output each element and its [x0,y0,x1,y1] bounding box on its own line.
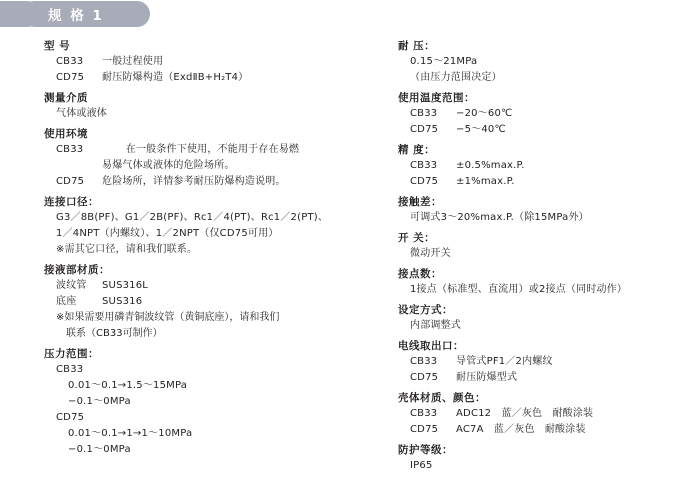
spec-line: −0.1～0MPa [68,396,131,407]
spec-line: CD75 [56,412,85,423]
spec-row-value: 耐压防爆型式 [456,372,518,383]
spec-row [56,278,374,294]
spec-row-key: CD75 [410,424,439,435]
spec-label: 接触差： [398,196,442,208]
spec-block-environment [44,126,374,190]
spec-row-value: ADC12 蓝／灰色 耐酸涂装 [456,408,594,419]
spec-row-value: ±1%max.P. [456,176,515,187]
spec-label: 开 关： [398,232,436,244]
spec-line: −0.1～0MPa [68,444,131,455]
spec-body [398,458,688,474]
spec-body [44,142,374,190]
spec-row-key: CB33 [410,160,438,171]
spec-note: 联系（CB33可制作） [56,328,163,339]
spec-label: 接点数： [398,268,442,280]
spec-row [56,174,374,190]
spec-body [398,246,688,262]
spec-row [410,174,688,190]
spec-line: 1接点（标准型、直流用）或2接点（同时动作） [410,284,628,295]
spec-body [44,278,374,342]
spec-label: 压力范围： [44,348,99,360]
spec-row [410,406,688,422]
spec-line: 0.15～21MPa [410,56,478,67]
spec-block-cable-outlet [398,338,688,386]
spec-body [398,354,688,386]
spec-row [410,106,688,122]
spec-body [44,54,374,86]
spec-body [398,406,688,438]
spec-line: IP65 [410,460,433,471]
spec-row-key: CB33 [56,56,84,67]
spec-body [398,158,688,190]
spec-label: 型 号 [44,40,71,52]
spec-block-setting-method [398,302,688,334]
spec-label: 电线取出口： [398,340,464,352]
spec-line: CB33 [56,364,84,375]
spec-label: 接液部材质： [44,264,110,276]
spec-column-left [44,38,374,462]
spec-label: 耐 压： [398,40,436,52]
spec-row-value: 导管式PF1／2内螺纹 [456,356,553,367]
spec-row-key: 波纹管 [56,280,87,291]
spec-body [398,106,688,138]
spec-block-switch [398,230,688,262]
spec-row-value: −5～40℃ [456,124,506,135]
spec-block-proof-pressure [398,38,688,86]
spec-row [410,354,688,370]
spec-body [398,210,688,226]
spec-body [44,210,374,258]
spec-block-connection-size [44,194,374,258]
spec-row-key: CD75 [410,176,439,187]
spec-row-value: SUS316 [102,296,143,307]
spec-block-pressure-range [44,346,374,458]
spec-label: 壳体材质、颜色： [398,392,486,404]
spec-row [410,422,688,438]
spec-row-value: AC7A 蓝／灰色 耐酸涂装 [456,424,586,435]
spec-row-value: ±0.5%max.P. [456,160,525,171]
spec-line: 可调式3～20%max.P.（除15MPa外） [410,212,589,223]
spec-line: 1／4NPT（内螺纹）、1／2NPT（仅CD75可用） [56,228,279,239]
spec-row-key: 底座 [56,296,77,307]
spec-row [56,54,374,70]
spec-body [398,54,688,86]
spec-row [56,142,374,158]
spec-block-measured-medium [44,90,374,122]
spec-block-protection-class [398,442,688,474]
spec-line: 气体或液体 [56,108,107,119]
spec-line: 内部调整式 [410,320,461,331]
spec-row-key: CD75 [56,72,85,83]
spec-label: 连接口径： [44,196,99,208]
spec-line: 微动开关 [410,248,451,259]
spec-row [410,158,688,174]
spec-row [56,294,374,310]
spec-row [410,122,688,138]
spec-column-right [398,38,688,478]
spec-label: 使用环境 [44,128,88,140]
spec-row-key: CD75 [410,372,439,383]
spec-row-key: CB33 [410,356,438,367]
spec-row-key: CB33 [410,108,438,119]
page-title: 规 格 1 [48,8,104,24]
spec-line: G3／8B(PF)、G1／2B(PF)、Rc1／4(PT)、Rc1／2(PT)、 [56,212,329,223]
spec-line: （由压力范围决定） [410,72,502,83]
spec-block-model [44,38,374,86]
page-header [0,0,700,30]
spec-row [410,370,688,386]
spec-label: 测量介质 [44,92,88,104]
spec-label: 防护等级： [398,444,453,456]
spec-note: ※如果需要用磷青铜波纹管（黄铜底座），请和我们 [56,312,280,323]
spec-row-key: CD75 [410,124,439,135]
spec-note: ※需其它口径，请和我们联系。 [56,244,198,255]
spec-row-key: CB33 [410,408,438,419]
spec-body [398,318,688,334]
spec-row-key: CB33 [56,144,84,155]
spec-block-contact-count [398,266,688,298]
spec-label: 精 度： [398,144,436,156]
spec-label: 设定方式： [398,304,453,316]
spec-row-value: 在一般条件下使用，不能用于存在易燃 [102,144,300,155]
spec-block-housing-material [398,390,688,438]
spec-block-wetted-material [44,262,374,342]
spec-block-temperature-range [398,90,688,138]
spec-body [44,362,374,458]
spec-line: 0.01～0.1→1.5～15MPa [68,380,188,391]
spec-row-value: 危险场所，详情参考耐压防爆构造说明。 [102,176,286,187]
spec-row-value: 易爆气体或液体的危险场所。 [102,160,235,171]
spec-row [56,158,374,174]
spec-body [44,106,374,122]
spec-row-value: 一般过程使用 [102,56,164,67]
spec-row-value: −20～60℃ [456,108,513,119]
spec-row-value: SUS316L [102,280,149,291]
spec-line: 0.01～0.1→1→1～10MPa [68,428,193,439]
spec-body [398,282,688,298]
spec-block-accuracy [398,142,688,190]
spec-row-value: 耐压防爆构造（ExdⅡB+H₂T4） [102,72,249,83]
spec-row-key: CD75 [56,176,85,187]
spec-block-differential [398,194,688,226]
spec-row [56,70,374,86]
spec-label: 使用温度范围： [398,92,475,104]
